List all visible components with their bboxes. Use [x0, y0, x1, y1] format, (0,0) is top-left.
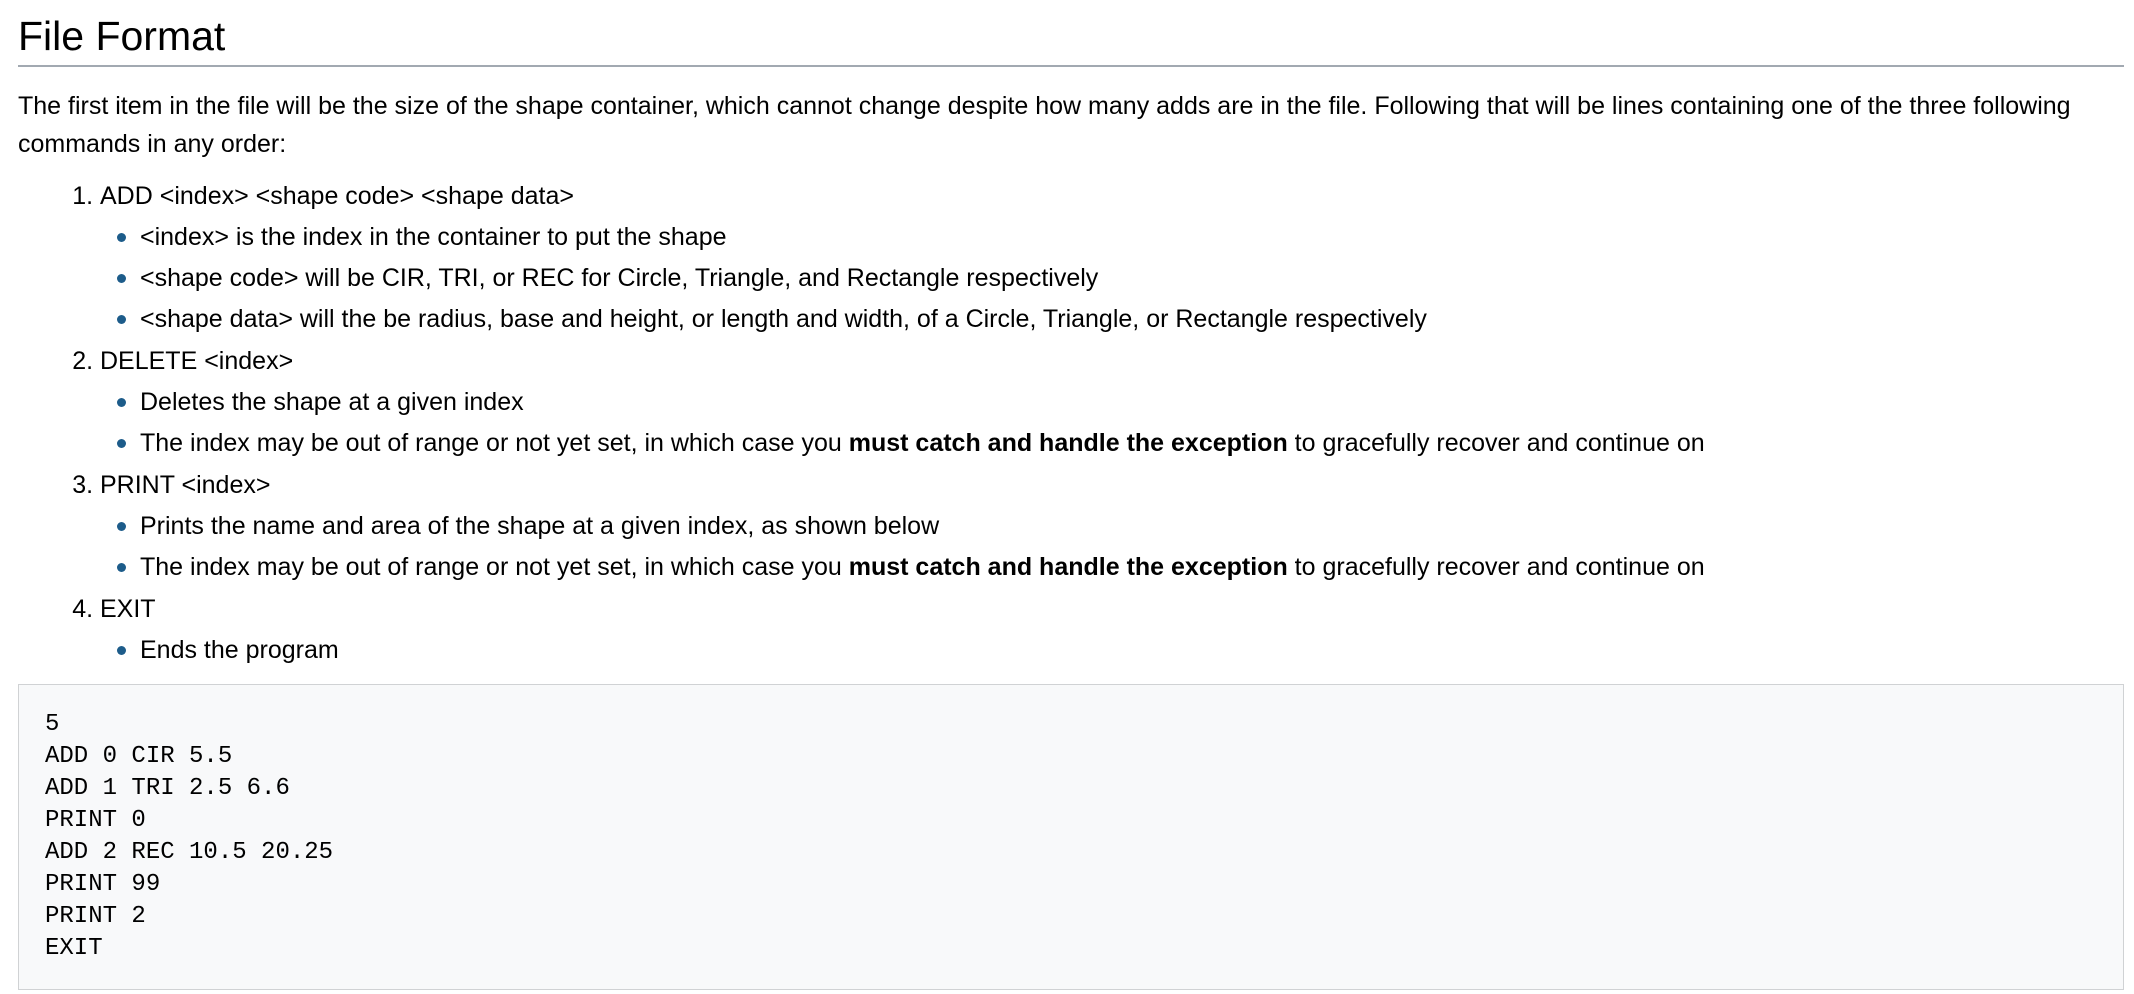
note-emphasis: must catch and handle the exception	[848, 429, 1288, 458]
note-text-before: The index may be out of range or not yet set, in which case you	[140, 553, 849, 582]
note-text-after: to gracefully recover and continue on	[1287, 429, 1705, 458]
note-text-before: The index may be out of range or not yet set, in which case you	[140, 429, 849, 458]
command-details	[100, 219, 2124, 337]
code-line: PRINT 0	[45, 807, 146, 835]
code-line: PRINT 2	[45, 903, 146, 931]
code-line: 5	[45, 711, 60, 739]
document-page	[18, 0, 2124, 990]
detail-item: Ends the program	[140, 632, 2124, 668]
exception-note	[140, 425, 2124, 461]
note-emphasis: must catch and handle the exception	[848, 553, 1288, 582]
page-title: File Format	[18, 12, 2124, 67]
code-line: ADD 1 TRI 2.5 6.6	[45, 775, 290, 803]
detail-item: Prints the name and area of the shape at a given index, as shown below	[140, 508, 2124, 544]
command-details	[100, 508, 2124, 585]
code-line: ADD 0 CIR 5.5	[45, 743, 233, 771]
intro-paragraph: The first item in the file will be the size of the shape container, which cannot change despite how many adds are in the file. Following that will be lines containing one of the three following commands in any order:	[18, 92, 2071, 159]
detail-item: Deletes the shape at a given index	[140, 384, 2124, 420]
code-line: ADD 2 REC 10.5 20.25	[45, 839, 334, 867]
code-line: EXIT	[45, 935, 103, 963]
command-list	[18, 177, 2124, 668]
command-details	[100, 632, 2124, 668]
exception-note	[140, 549, 2124, 585]
note-text-after: to gracefully recover and continue on	[1287, 553, 1705, 582]
detail-item: <shape code> will be CIR, TRI, or REC for Circle, Triangle, and Rectangle respectively	[140, 260, 2124, 296]
command-item-print	[100, 466, 2124, 585]
detail-item: <index> is the index in the container to put the shape	[140, 219, 2124, 255]
command-label: EXIT	[100, 595, 156, 624]
command-item-exit	[100, 590, 2124, 668]
command-label: ADD <index> <shape code> <shape data>	[100, 182, 574, 211]
command-label: DELETE <index>	[100, 347, 294, 376]
code-line: PRINT 99	[45, 871, 161, 899]
command-item-add	[100, 177, 2124, 337]
detail-item: <shape data> will the be radius, base and height, or length and width, of a Circle, Triangle, or Rectangle respectively	[140, 301, 2124, 337]
command-details	[100, 384, 2124, 461]
command-item-delete	[100, 342, 2124, 461]
command-label: PRINT <index>	[100, 471, 271, 500]
example-input-code-block	[18, 684, 2124, 990]
